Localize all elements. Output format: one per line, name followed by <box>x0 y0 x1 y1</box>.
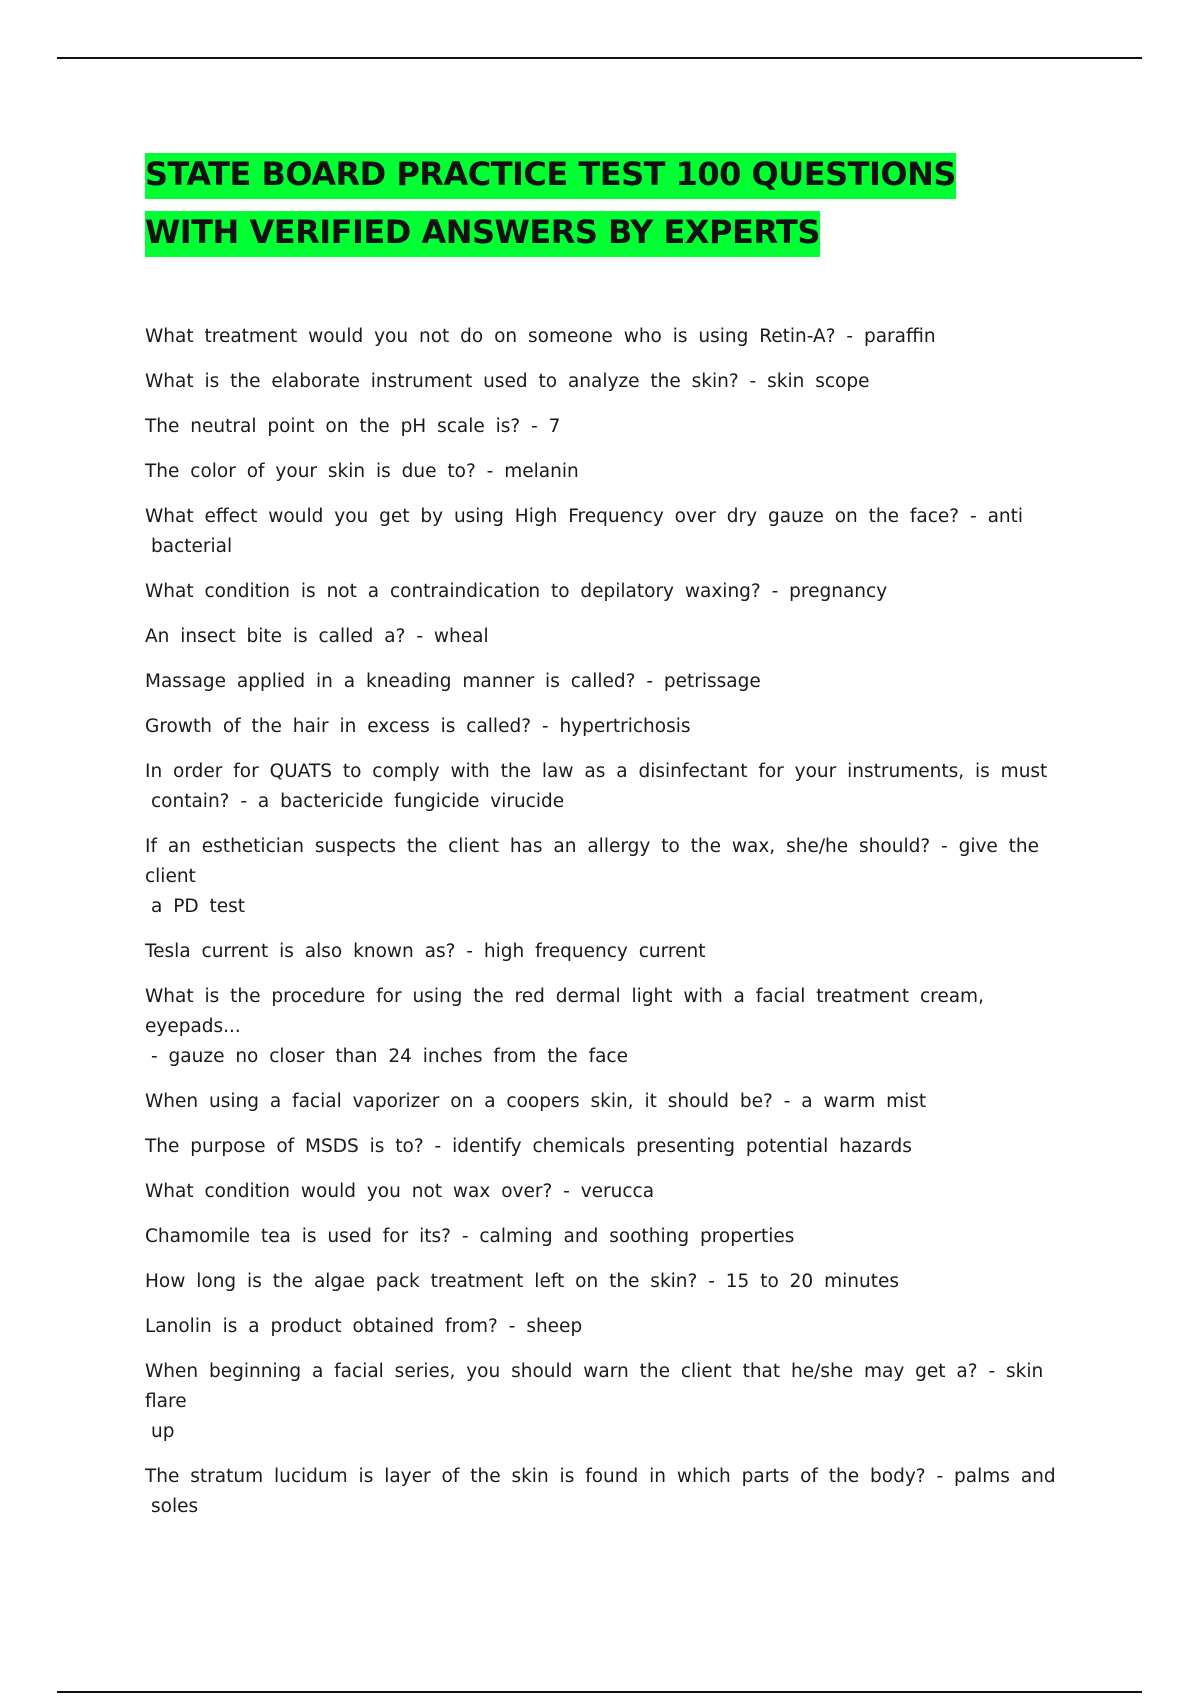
question-answer-list <box>145 322 1085 1537</box>
qa-line: Tesla current is also known as? - high frequency current <box>145 941 706 962</box>
qa-item <box>145 1312 1085 1342</box>
qa-item <box>145 832 1085 922</box>
title-line-2: WITH VERIFIED ANSWERS BY EXPERTS <box>145 211 820 257</box>
qa-item <box>145 412 1085 442</box>
qa-item <box>145 577 1085 607</box>
qa-item <box>145 1132 1085 1162</box>
qa-line: The color of your skin is due to? - melanin <box>145 461 579 482</box>
title-line-1: STATE BOARD PRACTICE TEST 100 QUESTIONS <box>145 153 956 199</box>
qa-line: Chamomile tea is used for its? - calming and soothing properties <box>145 1226 795 1247</box>
qa-line-continuation: contain? - a bactericide fungicide virucide <box>151 791 565 812</box>
qa-item <box>145 1087 1085 1117</box>
qa-item <box>145 1357 1085 1447</box>
qa-line: What condition would you not wax over? - verucca <box>145 1181 655 1202</box>
qa-item <box>145 457 1085 487</box>
qa-item <box>145 1177 1085 1207</box>
qa-line-continuation: bacterial <box>151 536 233 557</box>
qa-line: Growth of the hair in excess is called? - hypertrichosis <box>145 716 691 737</box>
qa-line: What is the procedure for using the red dermal light with a facial treatment cream, eyepads... <box>145 986 984 1037</box>
qa-item <box>145 667 1085 697</box>
qa-line-continuation: a PD test <box>151 896 246 917</box>
qa-line: What effect would you get by using High Frequency over dry gauze on the face? - anti <box>145 506 1024 527</box>
qa-item <box>145 1462 1085 1522</box>
qa-line-continuation: soles <box>151 1496 199 1517</box>
qa-item <box>145 712 1085 742</box>
qa-line: The purpose of MSDS is to? - identify chemicals presenting potential hazards <box>145 1136 912 1157</box>
qa-line: What is the elaborate instrument used to analyze the skin? - skin scope <box>145 371 870 392</box>
qa-item <box>145 367 1085 397</box>
qa-line: What treatment would you not do on someone who is using Retin-A? - paraffin <box>145 326 936 347</box>
qa-item <box>145 757 1085 817</box>
qa-item <box>145 982 1085 1072</box>
qa-line: In order for QUATS to comply with the law as a disinfectant for your instruments, is must <box>145 761 1048 782</box>
qa-item <box>145 1222 1085 1252</box>
qa-item <box>145 1267 1085 1297</box>
header-rule <box>57 57 1142 59</box>
qa-line-continuation: - gauze no closer than 24 inches from the face <box>151 1046 628 1067</box>
qa-item <box>145 937 1085 967</box>
qa-line: What condition is not a contraindication to depilatory waxing? - pregnancy <box>145 581 888 602</box>
qa-line: The stratum lucidum is layer of the skin is found in which parts of the body? - palms and <box>145 1466 1056 1487</box>
document-title <box>145 145 1095 261</box>
qa-line: Massage applied in a kneading manner is called? - petrissage <box>145 671 761 692</box>
qa-line: How long is the algae pack treatment left on the skin? - 15 to 20 minutes <box>145 1271 899 1292</box>
qa-line: If an esthetician suspects the client has an allergy to the wax, she/he should? - give the client <box>145 836 1040 887</box>
qa-line: The neutral point on the pH scale is? - 7 <box>145 416 561 437</box>
qa-item <box>145 502 1085 562</box>
footer-rule <box>57 1691 1142 1693</box>
qa-line-continuation: up <box>151 1421 175 1442</box>
qa-line: An insect bite is called a? - wheal <box>145 626 489 647</box>
qa-line: When beginning a facial series, you should warn the client that he/she may get a? - skin flare <box>145 1361 1044 1412</box>
qa-line: Lanolin is a product obtained from? - sheep <box>145 1316 583 1337</box>
qa-line: When using a facial vaporizer on a coopers skin, it should be? - a warm mist <box>145 1091 927 1112</box>
qa-item <box>145 622 1085 652</box>
qa-item <box>145 322 1085 352</box>
